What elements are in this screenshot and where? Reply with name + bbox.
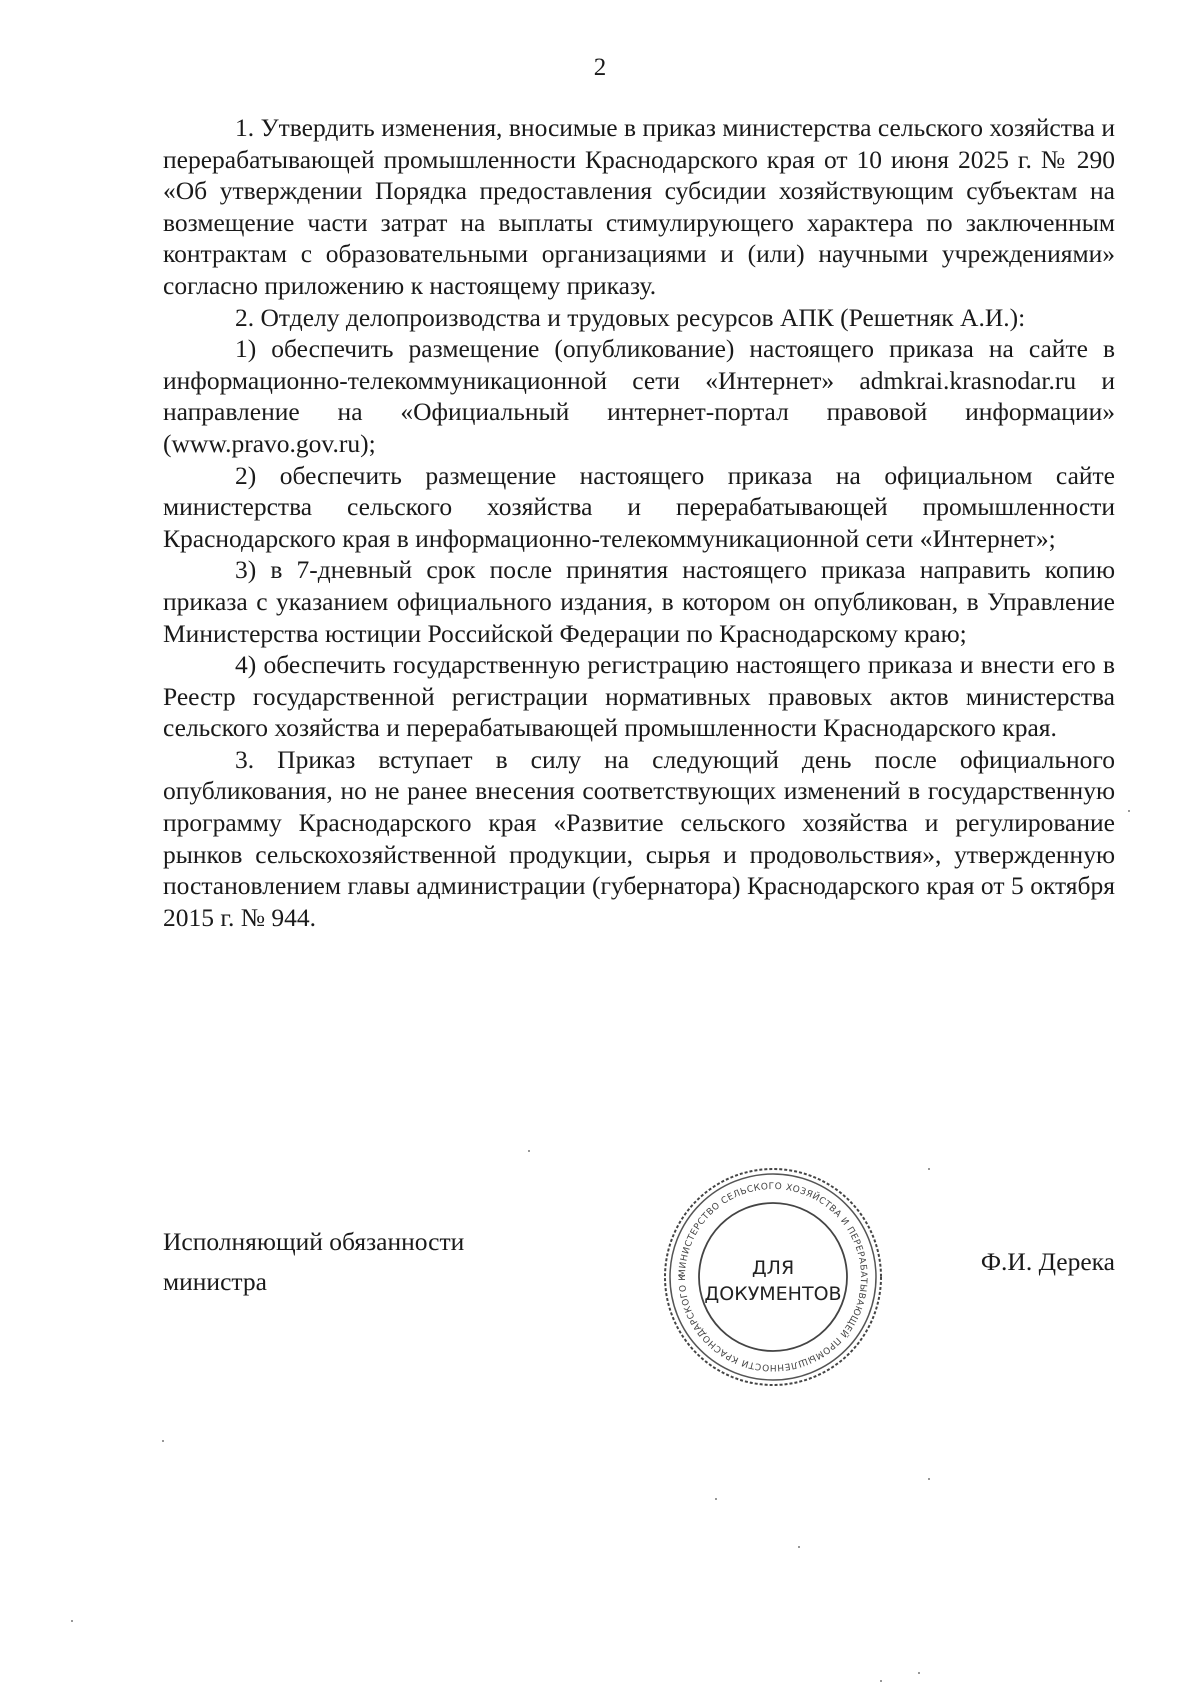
scan-speck (528, 1150, 530, 1152)
scan-speck (162, 1440, 164, 1442)
stamp-center-line-2: ДОКУМЕНТОВ (704, 1283, 842, 1305)
signature-block (163, 1181, 1115, 1402)
scan-speck (715, 1498, 717, 1500)
signer-position (163, 1222, 464, 1302)
paragraph-item-1-approve-changes: 1. Утвердить изменения, вносимые в приказ министерства сельского хозяйства и перерабатывающей промышленности Краснодарского края от 10 июня 2025 г. № 290 «Об утверждении Порядка предоставления субсидии хозяйствующим субъектам на возмещение части затрат на выплаты стимулирующего характера по заключенным контрактам с образовательными организациями и (или) научными учреждениями» согласно приложению к настоящему приказу. (163, 113, 1115, 300)
paragraph-item-3-entry-into-force: 3. Приказ вступает в силу на следующий день после официального опубликования, но не ранее внесения соответствующих изменений в государственную программу Краснодарского края «Развитие сельского хозяйства и регулирование рынков сельскохозяйственной продукции, сырья и продовольствия», утвержденную постановлением главы администрации (губернатора) Краснодарского края от 5 октября 2015 г. № 944. (163, 744, 1115, 932)
official-stamp (658, 1162, 888, 1392)
scan-speck (918, 1672, 920, 1674)
paragraph-subitem-2-ministry-site: 2) обеспечить размещение настоящего приказа на официальном сайте министерства сельского хозяйства и перерабатывающей промышленности Краснодарского края в информационно-телекоммуникационной сети «Интернет»; (163, 460, 1115, 553)
scan-speck (798, 1546, 800, 1548)
scan-speck (928, 1478, 930, 1480)
document-body (163, 112, 1115, 933)
paragraph-subitem-1-publication: 1) обеспечить размещение (опубликование) настоящего приказа на сайте в информационно-телекоммуникационной сети «Интернет» admkrai.krasnodar.ru и направление на «Официальный интернет-портал правовой информации» (www.pravo.gov.ru); (163, 334, 1115, 458)
stamp-seal-graphic (658, 1162, 888, 1392)
signer-name: Ф.И. Дерека (980, 1247, 1115, 1276)
page-number: 2 (593, 54, 607, 81)
paragraph-subitem-4-registration: 4) обеспечить государственную регистрацию настоящего приказа и внести его в Реестр государственной регистрации нормативных правовых актов министерства сельского хозяйства и перерабатывающей промышленности Краснодарского края. (163, 650, 1115, 743)
scan-speck (1128, 810, 1130, 812)
stamp-ring-text: МИНИСТЕРСТВО СЕЛЬСКОГО ХОЗЯЙСТВА И ПЕРЕРАБАТЫВАЮЩЕЙ ПРОМЫШЛЕННОСТИ КРАСНОДАРСКОГО К (677, 1181, 869, 1373)
stamp-center-line-1: ДЛЯ (751, 1257, 795, 1279)
paragraph-item-2-records-department: 2. Отделу делопроизводства и трудовых ресурсов АПК (Решетняк А.И.): (235, 302, 1026, 332)
paragraph-subitem-3-justice-copy: 3) в 7-дневный срок после принятия настоящего приказа направить копию приказа с указанием официального издания, в котором он опубликован, в Управление Министерства юстиции Российской Федерации по Краснодарскому краю; (163, 555, 1115, 648)
scan-speck (928, 1168, 930, 1170)
scan-speck (880, 1680, 882, 1682)
signer-position-line-2: министра (163, 1267, 267, 1296)
signer-position-line-1: Исполняющий обязанности (163, 1227, 465, 1256)
scan-speck (71, 1620, 73, 1622)
